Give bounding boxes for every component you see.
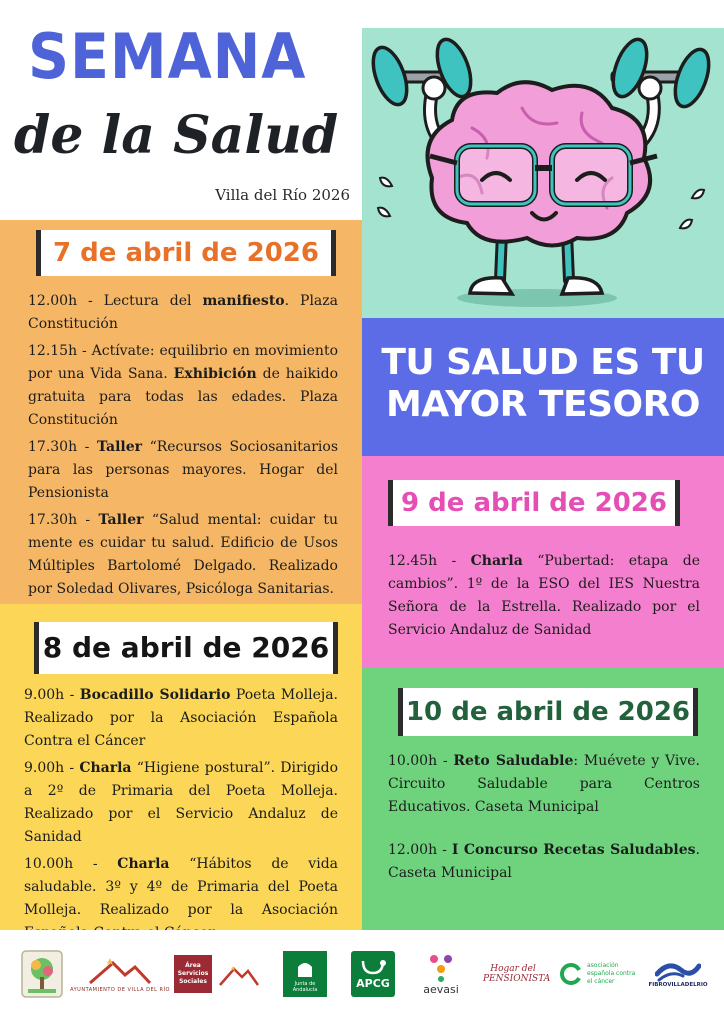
aecc-text: asociación española contra el cáncer: [587, 962, 636, 985]
sponsor-logos-footer: [0, 930, 724, 1024]
section-9-april: [362, 456, 724, 668]
schedule-entry: [28, 340, 338, 432]
entry-time: 10.00h -: [388, 753, 454, 769]
entry-details: . Plaza Constitución: [28, 293, 338, 332]
apcg-logo: [350, 950, 396, 998]
servicios-sociales-logo: [174, 950, 260, 998]
entry-highlight: I Concurso Recetas Saludables: [451, 842, 696, 858]
entry-details: “Recursos Sociosanitarios para las personas mayores. Hogar del Pensionista: [28, 439, 338, 501]
fibrovilladelrio-text: FIBROVILLADELRIO: [648, 982, 708, 988]
servicios-sociales-text: Área Servicios Sociales: [174, 955, 212, 993]
section-10-april: [362, 668, 724, 930]
slogan-text: TU SALUD ES TU MAYOR TESORO: [381, 342, 705, 425]
schedule-entry: [388, 839, 700, 885]
entry-details: “Hábitos de vida saludable. 3º y 4º de Primaria del Poeta Molleja. Realizado por la Asociación: [24, 856, 338, 918]
schedule-entry: [388, 550, 700, 642]
entry-time: 9.00h -: [24, 760, 80, 776]
poster-title-semana: SEMANA: [28, 20, 307, 93]
entry-details: de haikido gratuita para todas las edades. Plaza Constitución: [28, 366, 338, 428]
entry-list: [28, 290, 338, 605]
section-date-heading: 7 de abril de 2026: [36, 230, 336, 276]
junta-andalucia-text: Junta de Andalucía: [292, 981, 318, 993]
schedule-entry: [28, 436, 338, 505]
entry-highlight: Bocadillo Solidario: [79, 687, 231, 703]
entry-highlight: Reto Saludable: [453, 753, 574, 769]
entry-highlight: Exhibición: [173, 366, 257, 382]
aevasi-text: aevasi: [423, 982, 459, 996]
section-7-april: [0, 220, 362, 604]
junta-andalucia-logo: [282, 950, 328, 998]
poster-subtitle: Villa del Río 2026: [215, 186, 350, 204]
hogar-pensionista-text: Hogar del PENSIONISTA: [483, 964, 551, 984]
section-8-april: [0, 604, 362, 930]
tree-logo: [20, 950, 64, 998]
entry-list: [388, 550, 700, 646]
entry-highlight: Charla: [117, 856, 170, 872]
entry-highlight: Charla: [470, 553, 523, 569]
aecc-logo: [558, 950, 642, 998]
entry-details: . Caseta Municipal: [388, 842, 700, 881]
entry-time: 12.00h - Lectura del: [28, 293, 203, 309]
entry-time: 9.00h -: [24, 687, 80, 703]
entry-list: [24, 684, 338, 949]
schedule-entry: [28, 509, 338, 601]
schedule-entry: [28, 290, 338, 336]
schedule-entry: [388, 750, 700, 819]
ayuntamiento-text: AYUNTAMIENTO DE VILLA DEL RÍO: [70, 987, 170, 993]
section-date-heading: 8 de abril de 2026: [34, 622, 338, 674]
section-date-heading: 10 de abril de 2026: [398, 688, 698, 736]
entry-details: “Higiene postural”. Dirigido a 2º de Primaria del Poeta Molleja. Realizado por el Servicio Andaluz de Sanidad: [24, 760, 339, 845]
entry-time: 17.30h -: [28, 439, 97, 455]
entry-time: 17.30h -: [28, 512, 99, 528]
entry-highlight: Taller: [98, 512, 144, 528]
section-date-heading: 9 de abril de 2026: [388, 480, 680, 526]
fibrovilladelrio-logo: [648, 950, 708, 998]
aevasi-logo: [416, 950, 466, 998]
brain-icon: [362, 28, 724, 318]
entry-time: 12.45h -: [388, 553, 471, 569]
entry-time: 12.15h - Actívate: equilibrio en movimiento por una Vida Sana.: [28, 343, 338, 382]
entry-highlight: manifiesto: [202, 293, 285, 309]
ayuntamiento-logo: [70, 950, 170, 998]
entry-details: : Muévete y Vive. Circuito Saludable para Centros Educativos. Caseta Municipal: [388, 753, 700, 815]
entry-highlight: Taller: [96, 439, 143, 455]
poster-header: [0, 0, 362, 220]
entry-time: 10.00h -: [24, 856, 118, 872]
schedule-entry: [24, 757, 338, 849]
slogan-banner: [362, 318, 724, 456]
schedule-entry: [24, 684, 338, 753]
poster-title-salud: de la Salud: [14, 105, 339, 166]
entry-details: Poeta Molleja. Realizado por la Asociación Española Contra el Cáncer: [24, 687, 338, 749]
entry-details: “Salud mental: cuidar tu mente es cuidar tu salud. Edificio de Usos Múltiples Bartolomé Delgado. Realizado por Soledad Olivares, Psicóloga Sanitarias.: [28, 512, 338, 597]
entry-time: 12.00h -: [388, 842, 452, 858]
entry-details: “Pubertad: etapa de cambios”. 1º de la ESO del IES Nuestra Señora de la Estrella. Realizado por el Servicio Andaluz de Sanidad: [388, 553, 700, 638]
hogar-pensionista-logo: [480, 950, 551, 998]
entry-list: [388, 750, 700, 905]
brain-lifting-weights-illustration: [362, 28, 724, 318]
entry-highlight: Charla: [79, 760, 132, 776]
apcg-text: APCG: [356, 976, 390, 990]
